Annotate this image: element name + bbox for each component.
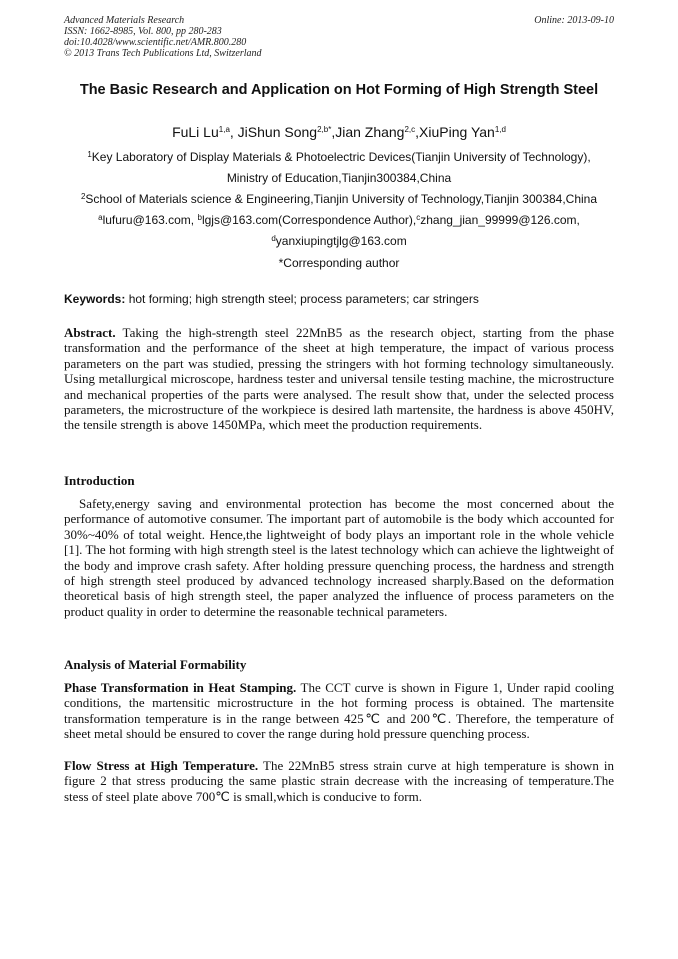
paper-title: The Basic Research and Application on Hot Forming of High Strength Steel xyxy=(79,82,599,98)
subsection-label: Flow Stress at High Temperature. xyxy=(64,758,259,773)
email-address[interactable]: yanxiupingtjlg@163.com xyxy=(275,234,407,248)
author-superscript: 1,a xyxy=(218,125,230,134)
issn-line: ISSN: 1662-8985, Vol. 800, pp 280-283 xyxy=(64,26,222,37)
doi-line[interactable]: doi:10.4028/www.scientific.net/AMR.800.280 xyxy=(64,37,247,48)
email-mark: d xyxy=(271,234,276,243)
email-address[interactable]: lufuru@163.com, xyxy=(102,213,198,227)
abstract xyxy=(64,325,614,433)
affiliation-mark: 1 xyxy=(87,150,92,159)
paragraph-text: The 22MnB5 stress strain curve at high temperature is shown in figure 2 that stress producing the same plastic strain decrease with the increasing of temperature.The stess of steel plate above 700℃ is small,which is conducive to form. xyxy=(64,758,614,804)
affiliation-2 xyxy=(40,192,638,206)
introduction-heading: Introduction xyxy=(64,473,135,488)
journal-name: Advanced Materials Research xyxy=(64,15,185,26)
author-name: FuLi Lu xyxy=(172,124,219,140)
author-name: XiuPing Yan xyxy=(419,124,495,140)
corresponding-author-note: *Corresponding author xyxy=(278,256,400,270)
affiliation-1-line-1 xyxy=(40,150,638,164)
introduction-paragraph: Safety,energy saving and environmental protection has become the most concerned about the performance of automotive consumer. The important part of automobile is the body which accounted for 30%~40% of total weight. Hence,the lightweight of body plays an important role in the whole vehicle [1]. The hot forming with high strength steel is the latest technology which can achieve the lightweight of the body and improve crash safety. After holding pressure quenching process, the hardness and strength of high strength steel produced by advanced technology increased sharply.Based on the deformation theoretical basis of high strength steel, the paper analyzed the influence of process parameters on the product quality in order to determine the reasonable technical parameters. xyxy=(64,496,614,619)
affiliation-1-line-2: Ministry of Education,Tianjin300384,China xyxy=(226,171,452,185)
email-mark: b xyxy=(197,213,202,222)
keywords xyxy=(64,292,624,306)
journal-header xyxy=(64,15,262,59)
author-name: Jian Zhang xyxy=(335,124,405,140)
affiliation-text: School of Materials science & Engineering,Tianjin University of Technology,Tianjin 300384,China xyxy=(85,192,598,206)
email-line xyxy=(40,213,638,227)
affiliation-mark: 2 xyxy=(80,192,86,201)
email-address[interactable]: zhang_jian_99999@126.com, xyxy=(420,213,580,227)
author-superscript: 2,c xyxy=(404,125,416,134)
abstract-label: Abstract. xyxy=(64,325,116,340)
email-line-2 xyxy=(40,234,638,248)
analysis-paragraph-1 xyxy=(64,680,614,742)
analysis-heading: Analysis of Material Formability xyxy=(64,657,247,672)
email-mark: a xyxy=(98,213,103,222)
author-superscript: 1,d xyxy=(494,125,506,134)
subsection-label: Phase Transformation in Heat Stamping. xyxy=(64,680,297,695)
affiliation-text: Key Laboratory of Display Materials & Photoelectric Devices(Tianjin University of Technology), xyxy=(91,150,591,164)
analysis-paragraph-2 xyxy=(64,758,614,804)
author-list: FuLi Lu$^{1,a}$, JiShun Song$^{2,b*}$,Jian Zhang$^{2,c}$,XiuPing Yan$^{1,d}$ xyxy=(172,124,506,140)
email-address[interactable]: lgjs@163.com(Correspondence Author), xyxy=(201,213,417,227)
email-mark: c xyxy=(416,213,421,222)
abstract-text: Taking the high-strength steel 22MnB5 as the research object, starting from the phase transformation and the performance of the sheet at high temperature, the impact of various process parameters on the part was studied, pressing the stringers with hot forming technology simultaneously. Using metallurgical microscope, hardness tester and universal tensile testing machine, the microstructure and mechanical properties of the parts were analysed. The result show that, under the selected process parameters, the microstructure of the workpiece is desired lath martensite, the hardness is above 450HV, the tensile strength is above 1450MPa, which meet the production requirements. xyxy=(64,325,614,433)
author-superscript: 2,b* xyxy=(317,125,332,134)
paragraph-text: The CCT curve is shown in Figure 1, Under rapid cooling conditions, the martensitic microstructure in the hot forming process is obtained. The martensite transformation temperature is in the range between 425℃ and 200℃. Therefore, the temperature of sheet metal should be ensured to cover the range during hold pressure quenching process. xyxy=(64,680,614,742)
copyright-line: © 2013 Trans Tech Publications Ltd, Switzerland xyxy=(64,48,262,59)
keywords-label: Keywords: xyxy=(64,292,126,306)
keywords-text: hot forming; high strength steel; process parameters; car stringers xyxy=(125,292,479,306)
author-name: JiShun Song xyxy=(237,124,318,140)
online-date: Online: 2013-09-10 xyxy=(534,15,614,26)
